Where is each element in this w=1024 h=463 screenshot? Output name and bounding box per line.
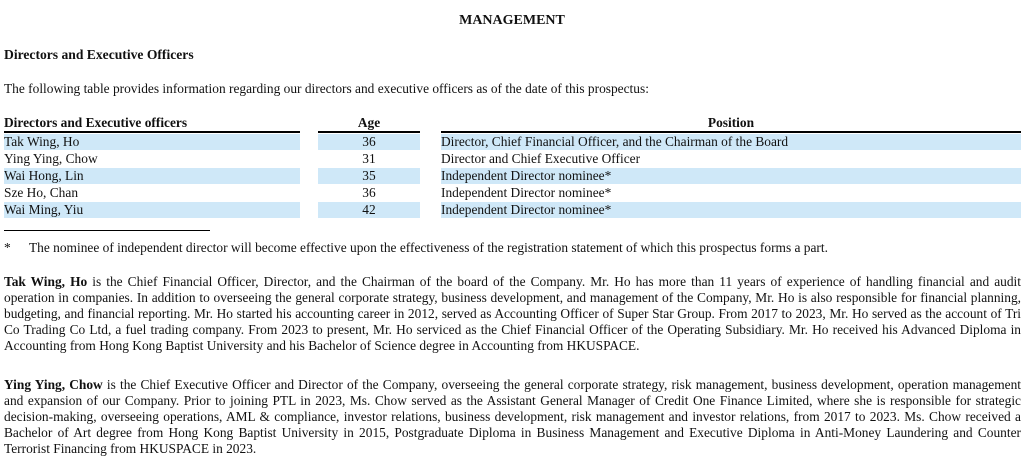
table-row xyxy=(0,134,1024,151)
bio-paragraph xyxy=(4,274,1021,354)
director-name: Sze Ho, Chan xyxy=(4,185,79,200)
director-age: 42 xyxy=(362,202,376,217)
footnote-rule xyxy=(4,230,210,231)
director-name: Ying Ying, Chow xyxy=(4,151,98,166)
header-name: Directors and Executive officers xyxy=(4,115,188,130)
bio-name: Ying Ying, Chow xyxy=(4,377,103,392)
table-row xyxy=(0,168,1024,185)
footnote-mark: * xyxy=(4,240,11,255)
director-age: 36 xyxy=(362,134,376,149)
director-name: Tak Wing, Ho xyxy=(4,134,80,149)
director-position: Director and Chief Executive Officer xyxy=(441,151,641,166)
table-row xyxy=(0,202,1024,219)
director-position: Independent Director nominee* xyxy=(441,185,612,200)
header-rule-age xyxy=(318,131,420,133)
page-title: MANAGEMENT xyxy=(459,13,565,28)
header-rule-position xyxy=(441,131,1021,133)
director-age: 31 xyxy=(362,151,376,166)
bio-text: is the Chief Executive Officer and Director of the Company, overseeing the general corporate strategy, risk management, business development, operation management and expansion of our Company. Prior to joining PTL in 2023, Ms. Chow served as the Assistant General Manager of Credit One Finance Limited, where she is responsible for strategic decision-making, overseeing operations, AML & compliance, investor relations, business development, risk management and investor relations, from 2017 to 2023. Ms. Chow received a Bachelor of Art degree from Hong Kong Baptist University in 2015, Postgraduate Diploma in Business Management and Executive Diploma in Anti-Money Laundering and Counter Terrorist Financing from HKUSPACE in 2023. xyxy=(4,377,1021,456)
header-age: Age xyxy=(357,115,381,130)
director-name: Wai Hong, Lin xyxy=(4,168,84,183)
intro-text: The following table provides information regarding our directors and executive officers as of the date of this prospectus: xyxy=(4,81,649,96)
director-position: Independent Director nominee* xyxy=(441,202,612,217)
director-age: 36 xyxy=(362,185,376,200)
table-row xyxy=(0,151,1024,168)
section-heading: Directors and Executive Officers xyxy=(4,47,194,62)
bio-text: is the Chief Financial Officer, Director, and the Chairman of the board of the Company. Mr. Ho has more than 11 years of experience of handling financial and audit operation in companies. In addition to overseeing the general corporate strategy, business development, and management of the Company, Mr. Ho is also responsible for financial planning, budgeting, and financial reporting. Mr. Ho started his accounting career in 2012, served as Accounting Officer of Super Star Group. From 2017 to 2023, Mr. Ho served as the account of Tri Co Trading Co Ltd, a fuel trading company. From 2023 to present, Mr. Ho serviced as the Chief Financial Officer of the Operating Subsidiary. Mr. Ho received his Advanced Diploma in Accounting from Hong Kong Baptist University and his Bachelor of Science degree in Accounting from HKUSPACE. xyxy=(4,274,1021,353)
director-position: Director, Chief Financial Officer, and the Chairman of the Board xyxy=(441,134,789,149)
table-row xyxy=(0,185,1024,202)
director-age: 35 xyxy=(362,168,376,183)
footnote-text: The nominee of independent director will become effective upon the effectiveness of the registration statement of which this prospectus forms a part. xyxy=(29,240,828,255)
header-rule-name xyxy=(4,131,300,133)
footnote xyxy=(4,240,828,256)
bio-paragraph xyxy=(4,377,1021,457)
director-position: Independent Director nominee* xyxy=(441,168,612,183)
director-name: Wai Ming, Yiu xyxy=(4,202,84,217)
bio-name: Tak Wing, Ho xyxy=(4,274,88,289)
header-position: Position xyxy=(707,115,755,130)
